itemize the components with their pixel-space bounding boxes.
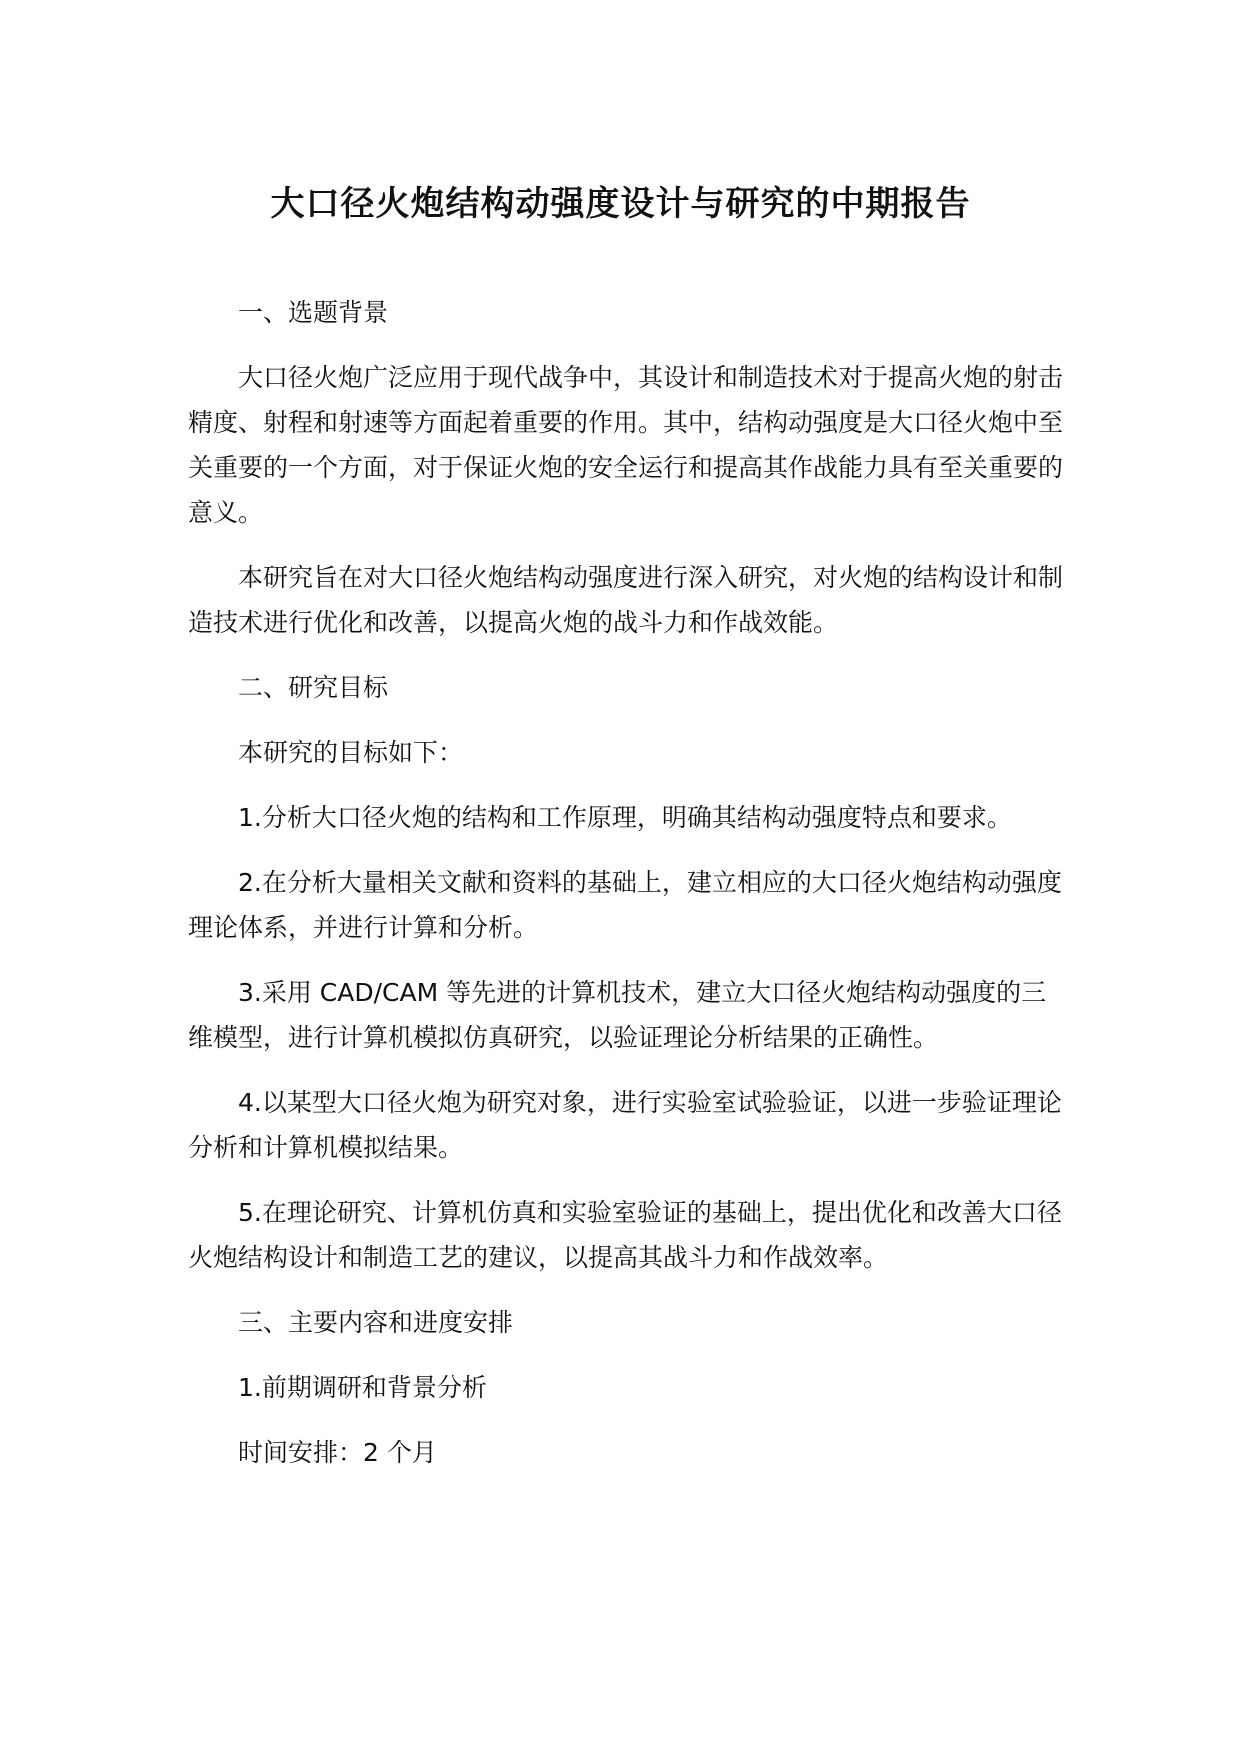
schedule-item-1: 1.前期调研和背景分析: [238, 1373, 487, 1402]
goal-item-3: 3.采用 CAD/CAM 等先进的计算机技术，建立大口径火炮结构动强度的三维模型，进行计算机模拟仿真研究，以验证理论分析结果的正确性。: [188, 978, 1047, 1052]
section-heading-background: 一、选题背景: [238, 298, 389, 327]
goal-item-2: 2.在分析大量相关文献和资料的基础上，建立相应的大口径火炮结构动强度理论体系，并进行计算和分析。: [188, 868, 1062, 942]
goal-item-4: 4.以某型大口径火炮为研究对象，进行实验室试验验证，以进一步验证理论分析和计算机模拟结果。: [188, 1088, 1062, 1162]
paragraph-background-2: 本研究旨在对大口径火炮结构动强度进行深入研究，对火炮的结构设计和制造技术进行优化和改善，以提高火炮的战斗力和作战效能。: [188, 563, 1064, 637]
goal-item-5: 5.在理论研究、计算机仿真和实验室验证的基础上，提出优化和改善大口径火炮结构设计和制造工艺的建议，以提高其战斗力和作战效率。: [188, 1198, 1062, 1272]
document-title: 大口径火炮结构动强度设计与研究的中期报告: [270, 184, 971, 224]
schedule-time: 时间安排：2 个月: [238, 1438, 437, 1467]
section-heading-content-schedule: 三、主要内容和进度安排: [238, 1308, 514, 1337]
paragraph-goals-intro: 本研究的目标如下：: [238, 738, 464, 767]
paragraph-background-1: 大口径火炮广泛应用于现代战争中，其设计和制造技术对于提高火炮的射击精度、射程和射速等方面起着重要的作用。其中，结构动强度是大口径火炮中至关重要的一个方面，对于保证火炮的安全运行和提高其作战能力具有至关重要的意义。: [188, 363, 1064, 527]
goal-item-1: 1.分析大口径火炮的结构和工作原理，明确其结构动强度特点和要求。: [238, 803, 1012, 832]
section-heading-goals: 二、研究目标: [238, 673, 389, 702]
document-body: [188, 290, 1068, 1495]
